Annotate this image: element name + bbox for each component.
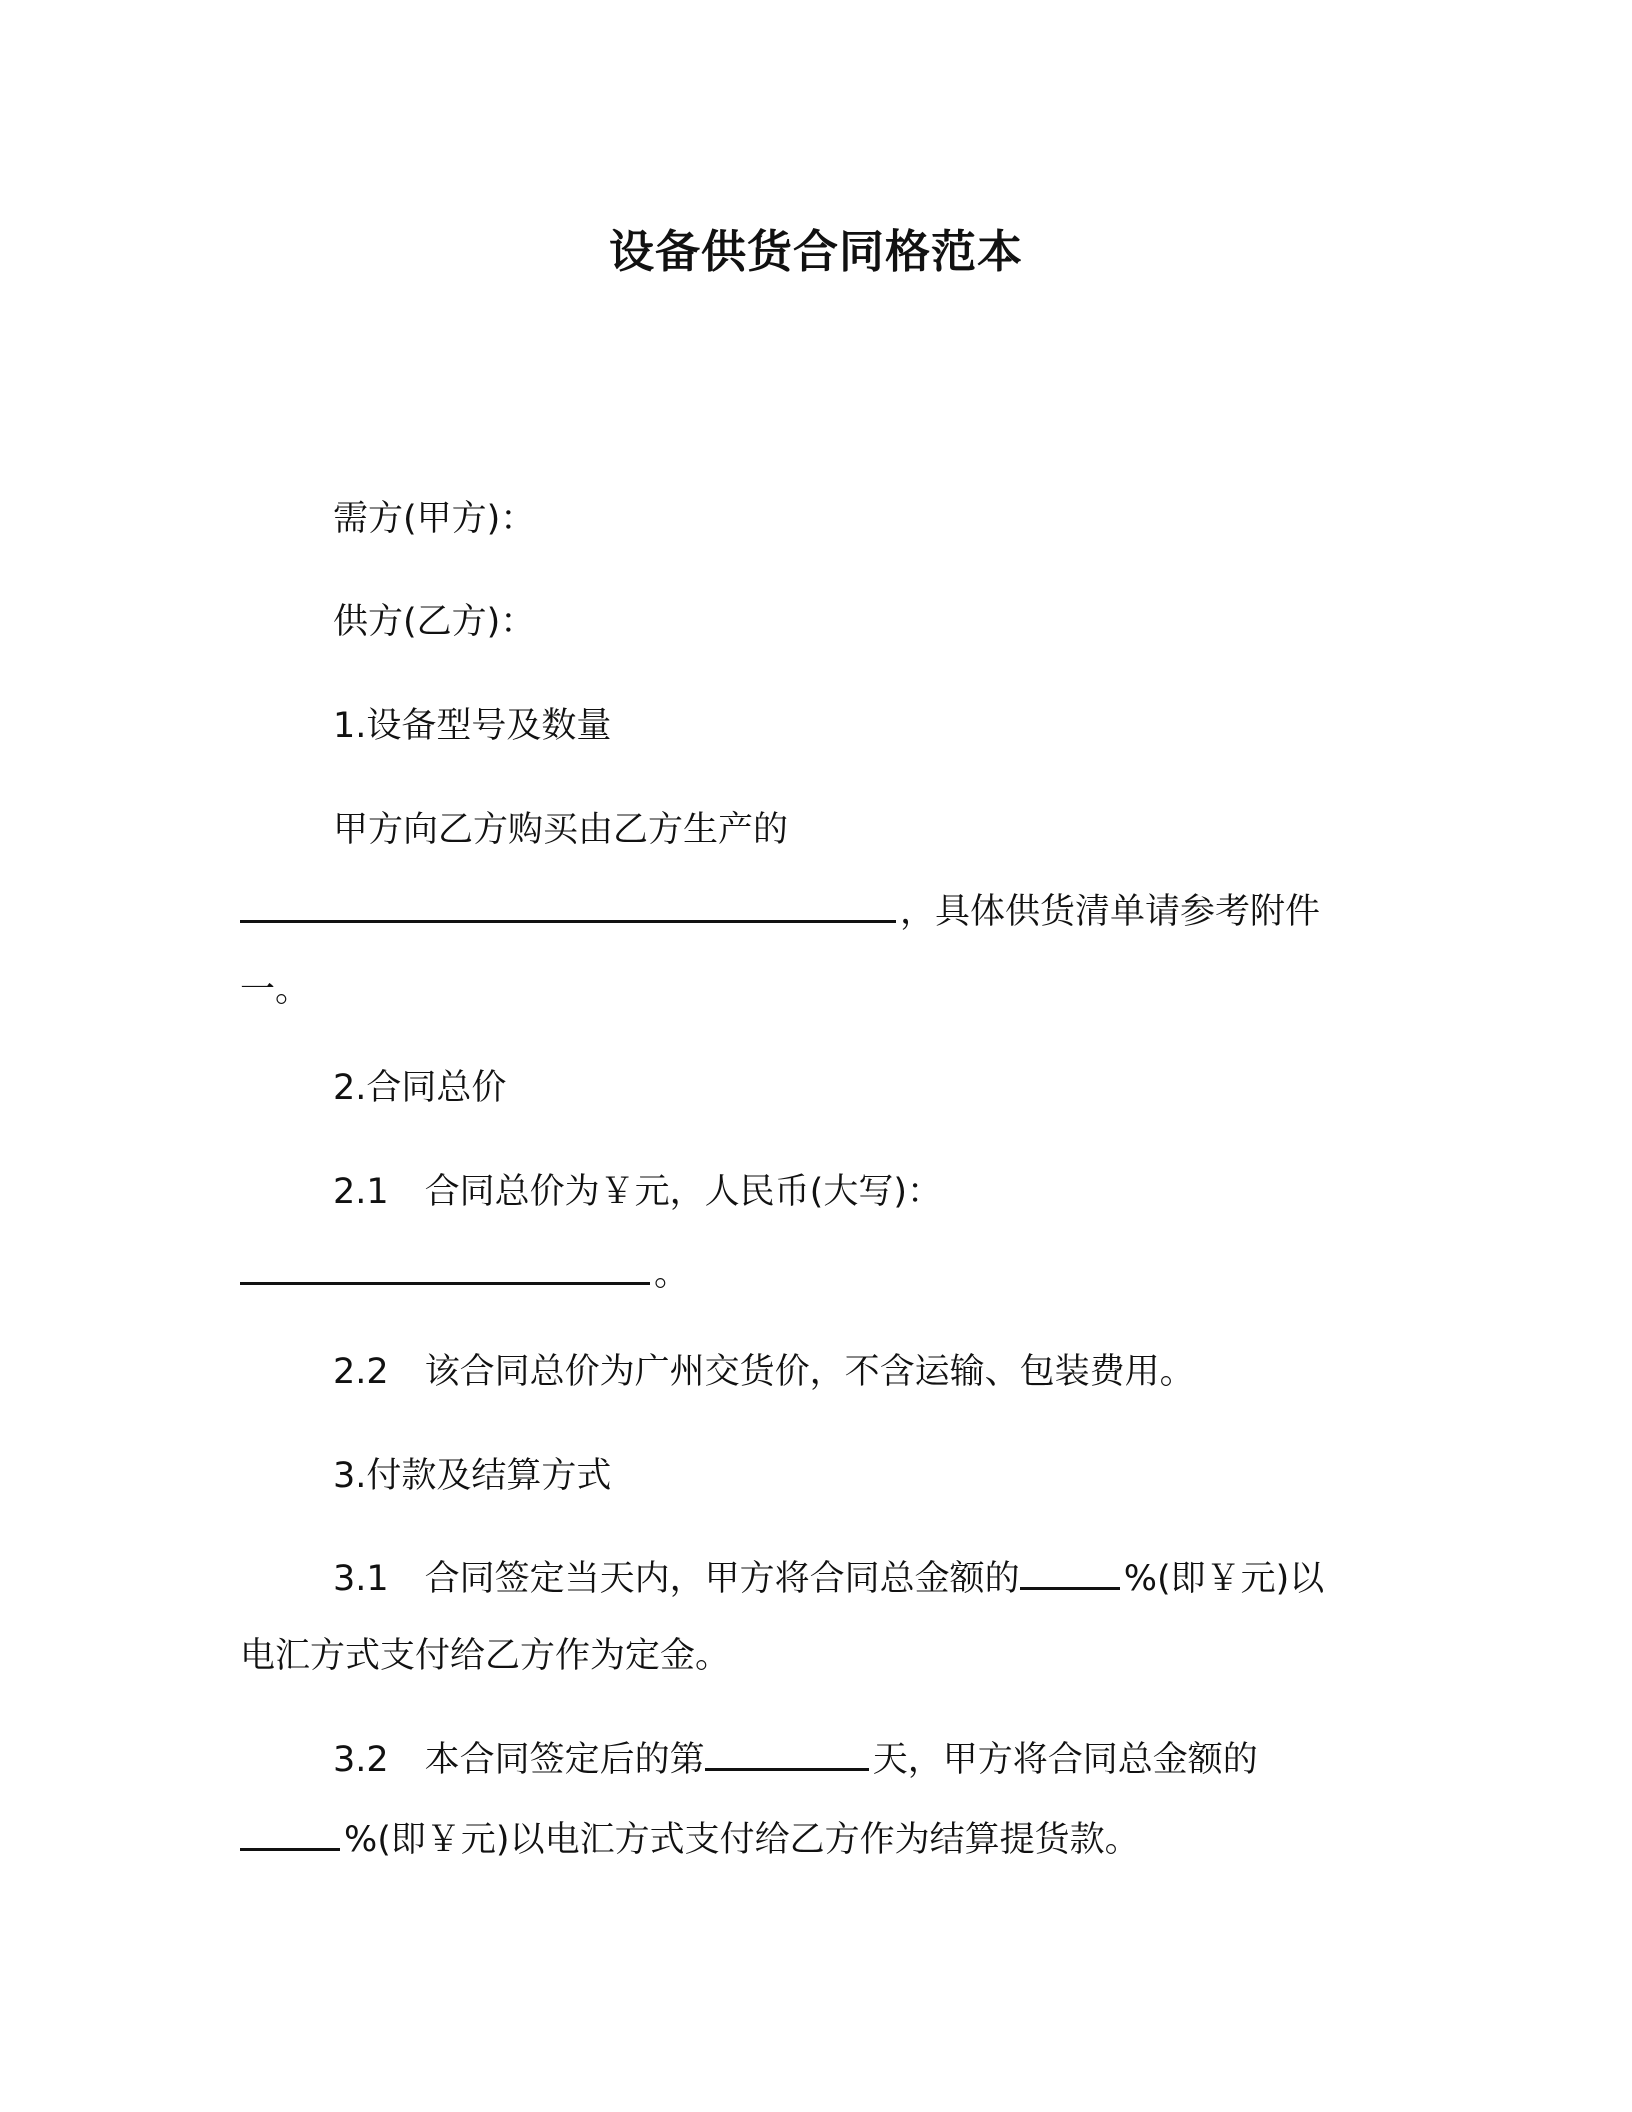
clause-2-1-line-2	[240, 1250, 689, 1298]
clause-2-1-text: 合同总价为￥元，人民币(大写)：	[424, 1172, 942, 1212]
section-1-paragraph-tail: ，具体供货清单请参考附件	[900, 892, 1321, 932]
clause-3-2-text-a: 本合同签定后的第	[424, 1740, 705, 1780]
clause-3-1-number: 3.1	[333, 1559, 389, 1599]
clause-3-2-text-c: %(即￥元)以电汇方式支付给乙方作为结算提货款。	[344, 1820, 1140, 1860]
supply-party-label: 供方(乙方)：	[333, 602, 536, 642]
section-3-heading: 3.付款及结算方式	[333, 1456, 612, 1496]
clause-2-2-text: 该合同总价为广州交货价，不含运输、包装费用。	[424, 1352, 1195, 1392]
section-1-paragraph-line-3: 一。	[240, 970, 311, 1010]
clause-2-2-number: 2.2	[333, 1352, 389, 1392]
section-2-heading: 2.合同总价	[333, 1068, 507, 1108]
clause-2-1-number: 2.1	[333, 1172, 389, 1212]
demand-party-label: 需方(甲方)：	[333, 499, 536, 539]
clause-3-2-number: 3.2	[333, 1740, 389, 1780]
clause-2-1-line-1	[333, 1168, 942, 1216]
clause-3-1-text-a: 合同签定当天内，甲方将合同总金额的	[424, 1559, 1020, 1599]
document-title: 设备供货合同格范本	[608, 225, 1023, 278]
clause-3-2-text-b: 天，甲方将合同总金额的	[872, 1740, 1258, 1780]
section-1-heading: 1.设备型号及数量	[333, 706, 612, 746]
fill-in-blank-amount-words[interactable]	[240, 1250, 650, 1285]
fill-in-blank-settlement-percent[interactable]	[240, 1816, 340, 1851]
clause-3-1-line-2: 电汇方式支付给乙方作为定金。	[240, 1636, 731, 1676]
fill-in-blank-deposit-percent[interactable]	[1020, 1555, 1120, 1590]
clause-2-2	[333, 1348, 1195, 1396]
clause-3-2-line-2	[240, 1816, 1140, 1864]
fill-in-blank-days[interactable]	[705, 1736, 869, 1771]
clause-3-1-line-1	[333, 1555, 1324, 1603]
section-1-paragraph-line-1: 甲方向乙方购买由乙方生产的	[333, 810, 789, 850]
clause-2-1-tail: 。	[654, 1254, 690, 1294]
clause-3-2-line-1	[333, 1736, 1258, 1784]
section-1-paragraph-line-2	[240, 888, 1320, 936]
fill-in-blank-equipment[interactable]	[240, 888, 896, 923]
clause-3-1-text-b: %(即￥元)以	[1123, 1559, 1325, 1599]
